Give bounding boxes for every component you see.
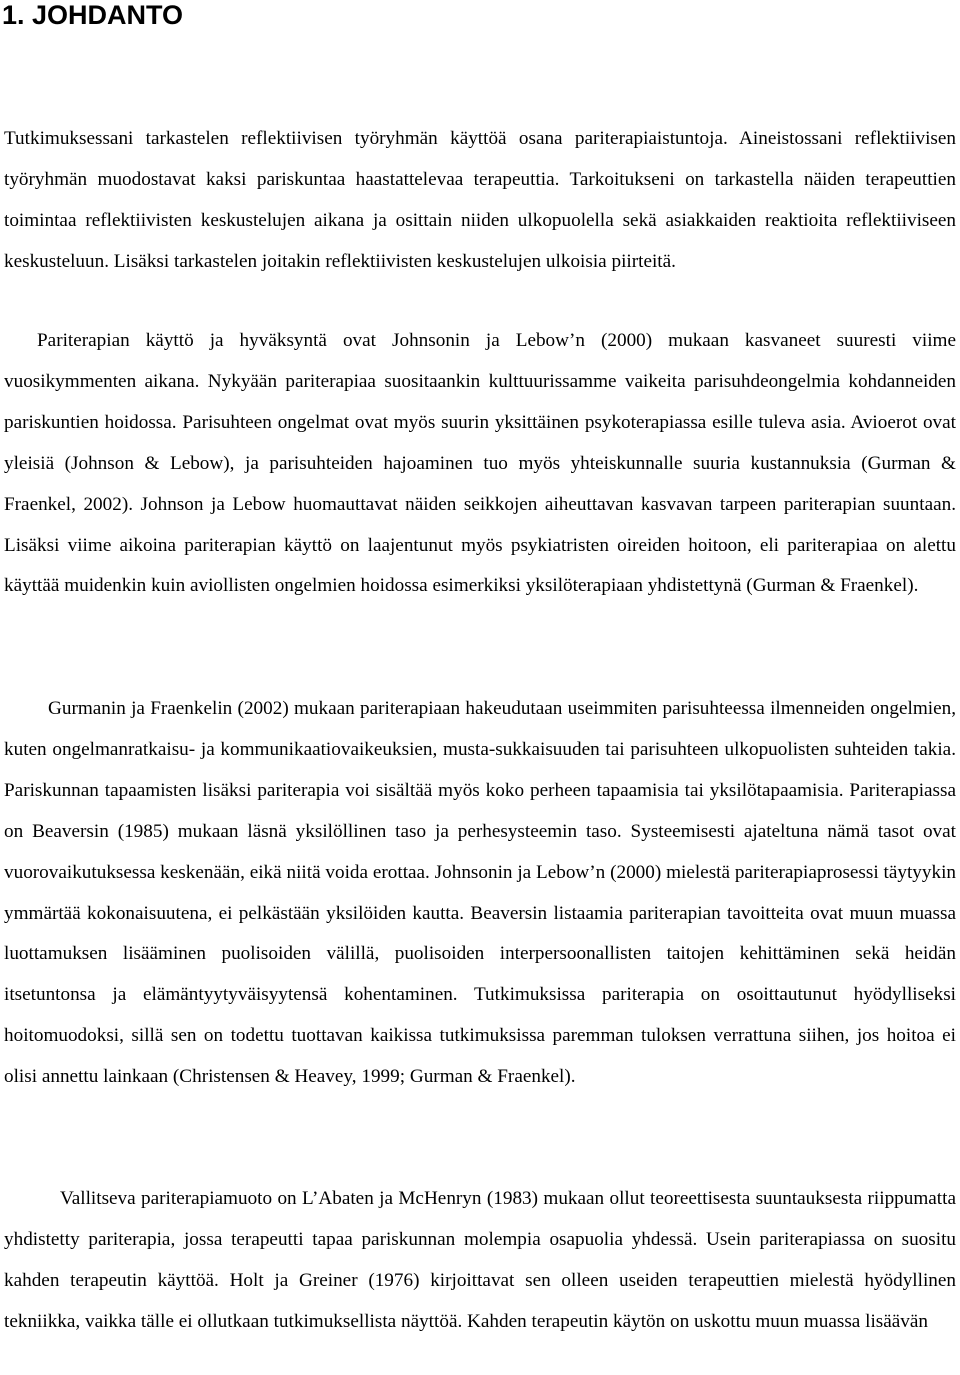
paragraph-3: Gurmanin ja Fraenkelin (2002) mukaan pariterapiaan hakeudutaan useimmiten parisuhteessa ilmenneiden ongelmien, kuten ongelmanratkaisu- ja kommunikaatiovaikeuksien, musta-sukkaisuuden tai parisuhteen ulkopuolisten suhteiden takia. Pariskunnan tapaamisten lisäksi pariterapia voi sisältää myös koko perheen tapaamisia tai yksilötapaamisia. Pariterapiassa on Beaversin (1985) mukaan läsnä yksilöllinen taso ja perhesysteemin taso. Systeemisesti ajateltuna nämä tasot ovat vuorovaikutuksessa keskenään, eikä niitä voida erottaa. Johnsonin ja Lebow’n (2000) mielestä pariterapiaprosessi täytyykin ymmärtää kokonaisuutena, ei pelkästään yksilöiden kautta. Beaversin listaamia pariterapian tavoitteita ovat muun muassa luottamuksen lisääminen puolisoiden välillä, puolisoiden interpersoonallisten taitojen kehittäminen sekä heidän itsetuntonsa ja elämäntyytyväisyytensä kohentaminen. Tutkimuksissa pariterapia on osoittautunut hyödylliseksi hoitomuodoksi, sillä sen on todettu tuottavan kaikissa tutkimuksissa paremman tuloksen verrattuna siihen, jos hoitoa ei olisi annettu lainkaan (Christensen & Heavey, 1999; Gurman & Fraenkel). bbox=[4, 698, 956, 1088]
chapter-heading: 1. JOHDANTO bbox=[2, 0, 184, 30]
paragraph-2: Pariterapian käyttö ja hyväksyntä ovat Johnsonin ja Lebow’n (2000) mukaan kasvaneet suuresti viime vuosikymmenten aikana. Nykyään pariterapiaa suositaankin kulttuurissamme vaikeita parisuhdeongelmia kohdanneiden pariskuntien hoidossa. Parisuhteen ongelmat ovat myös suurin yksittäinen psykoterapiassa esille tuleva asia. Avioerot ovat yleisiä (Johnson & Lebow), ja parisuhteiden hajoaminen tuo myös yhteiskunnalle suuria kustannuksia (Gurman & Fraenkel, 2002). Johnson ja Lebow huomauttavat näiden seikkojen aiheuttavan kasvavan tarpeen pariterapian suuntaan. Lisäksi viime aikoina pariterapian käyttö on laajentunut myös psykiatristen oireiden hoitoon, eli pariterapiaa on alettu käyttää muidenkin kuin aviollisten ongelmien hoidossa esimerkiksi yksilöterapiaan yhdistettynä (Gurman & Fraenkel). bbox=[4, 330, 956, 597]
paragraph-1: Tutkimuksessani tarkastelen reflektiivisen työryhmän käyttöä osana pariterapiaistuntoja. Aineistossani reflektiivisen työryhmän muodostavat kaksi pariskuntaa haastattelevaa terapeuttia. Tarkoitukseni on tarkastella näiden terapeuttien toimintaa reflektiivisten keskustelujen aikana ja osittain niiden ulkopuolella sekä asiakkaiden reaktioita reflektiiviseen keskusteluun. Lisäksi tarkastelen joitakin reflektiivisten keskustelujen ulkoisia piirteitä. bbox=[4, 128, 956, 272]
paragraph-4: Vallitseva pariterapiamuoto on L’Abaten ja McHenryn (1983) mukaan ollut teoreettisesta suuntauksesta riippumatta yhdistetty pariterapia, jossa terapeutti tapaa pariskunnan molempia osapuolia yhdessä. Usein pariterapiassa on suositu kahden terapeutin käyttöä. Holt ja Greiner (1976) kirjoittavat sen olleen useiden terapeuttien mielestä hyödyllinen tekniikka, vaikka tälle ei ollutkaan tutkimuksellista näyttöä. Kahden terapeutin käytön on uskottu muun muassa lisäävän bbox=[4, 1188, 956, 1332]
